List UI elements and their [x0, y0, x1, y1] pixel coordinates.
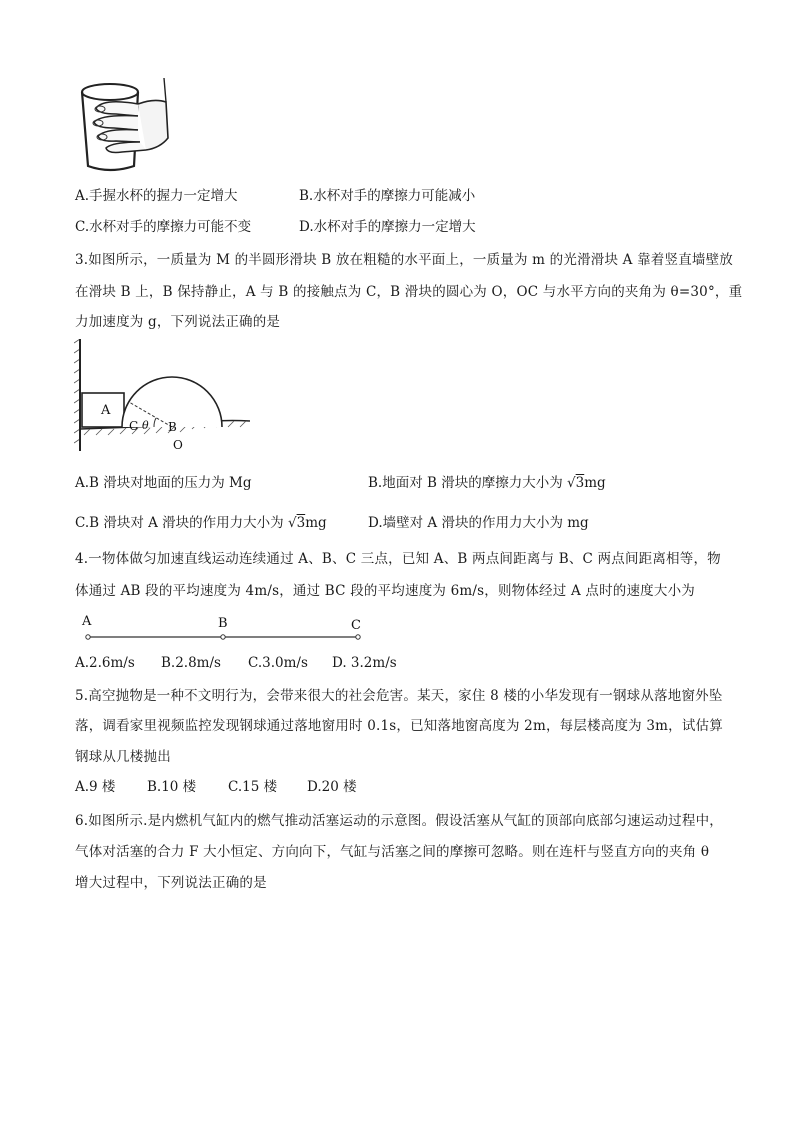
q4-stem-line-1: 4.一物体做匀加速直线运动连续通过 A、B、C 三点，已知 A、B 两点间距离与 B、C 两点间距离相等，物 [75, 551, 721, 567]
q4-option-a: A.2.6m/s [75, 655, 135, 671]
q4-stem-line-2: 体通过 AB 段的平均速度为 4m/s，通过 BC 段的平均速度为 6m/s，则物体经过 A 点时的速度大小为 [75, 583, 695, 599]
q3-option-c-radicand: 3 [296, 515, 306, 531]
q3-stem-line-2: 在滑块 B 上，B 保持静止，A 与 B 的接触点为 C，B 滑块的圆心为 O，OC 与水平方向的夹角为 θ=30°，重 [75, 284, 743, 300]
q5-option-c: C.15 楼 [228, 779, 278, 795]
q5-option-b: B.10 楼 [147, 779, 197, 795]
label-b: B [168, 420, 177, 434]
label-b: B [218, 616, 228, 631]
q3-figure [74, 339, 250, 457]
q5-stem-line-1: 5.高空抛物是一种不文明行为，会带来很大的社会危害。某天，家住 8 楼的小华发现有一钢球从落地窗外坠 [75, 688, 723, 704]
q2-option-a: A.手握水杯的握力一定增大 [75, 188, 238, 204]
q2-option-d: D.水杯对手的摩擦力一定增大 [299, 219, 476, 235]
label-a: A [101, 403, 111, 418]
q6-stem-line-2: 气体对活塞的合力 F 大小恒定、方向向下，气缸与活塞之间的摩擦可忽略。则在连杆与竖直方向的夹角 θ [75, 844, 710, 860]
point-a [86, 635, 90, 639]
q4-line-figure [78, 612, 368, 646]
q5-stem-line-2: 落，调看家里视频监控发现钢球通过落地窗用时 0.1s，已知落地窗高度为 2m，每层楼高度为 3m，试估算 [75, 718, 723, 734]
q3-option-a: A.B 滑块对地面的压力为 Mg [75, 475, 252, 491]
q3-option-b-radicand: 3 [575, 475, 585, 491]
label-theta: θ [142, 419, 149, 432]
sqrt-icon: √ [567, 475, 576, 491]
q2-option-c: C.水杯对手的摩擦力可能不变 [75, 219, 252, 235]
q3-option-b-unit: mg [584, 475, 606, 491]
q3-option-c-text: C.B 滑块对 A 滑块的作用力大小为 [75, 515, 288, 531]
q3-option-d: D.墙壁对 A 滑块的作用力大小为 mg [368, 515, 589, 531]
q5-option-d: D.20 楼 [307, 779, 357, 795]
q6-stem-line-1: 6.如图所示.是内燃机气缸内的燃气推动活塞运动的示意图。假设活塞从气缸的顶部向底部匀速运动过程中， [75, 813, 723, 829]
point-b [221, 635, 225, 639]
q4-option-c: C.3.0m/s [248, 655, 308, 671]
q5-stem-line-3: 钢球从几楼抛出 [75, 749, 171, 765]
sqrt-icon: √ [287, 515, 297, 531]
label-o: O [173, 438, 183, 452]
q3-option-b [368, 474, 606, 492]
q2-option-b: B.水杯对手的摩擦力可能减小 [299, 188, 476, 204]
label-c: C [351, 618, 361, 633]
q3-stem-line-3: 力加速度为 g，下列说法正确的是 [75, 314, 281, 330]
q5-option-a: A.9 楼 [75, 779, 116, 795]
point-c [356, 635, 360, 639]
q4-option-d: D. 3.2m/s [332, 655, 397, 671]
label-c: C [129, 419, 139, 433]
q6-stem-line-3: 增大过程中，下列说法正确的是 [75, 875, 267, 891]
hand-cup-figure [76, 78, 172, 176]
q3-stem-line-1: 3.如图所示，一质量为 M 的半圆形滑块 B 放在粗糙的水平面上，一质量为 m 的光滑滑块 A 靠着竖直墙壁放 [75, 252, 734, 268]
q3-option-c [75, 514, 327, 532]
q4-option-b: B.2.8m/s [161, 655, 221, 671]
q3-option-c-unit: mg [305, 515, 327, 531]
label-a: A [82, 614, 92, 629]
q3-option-b-text: B.地面对 B 滑块的摩擦力大小为 [368, 475, 568, 491]
